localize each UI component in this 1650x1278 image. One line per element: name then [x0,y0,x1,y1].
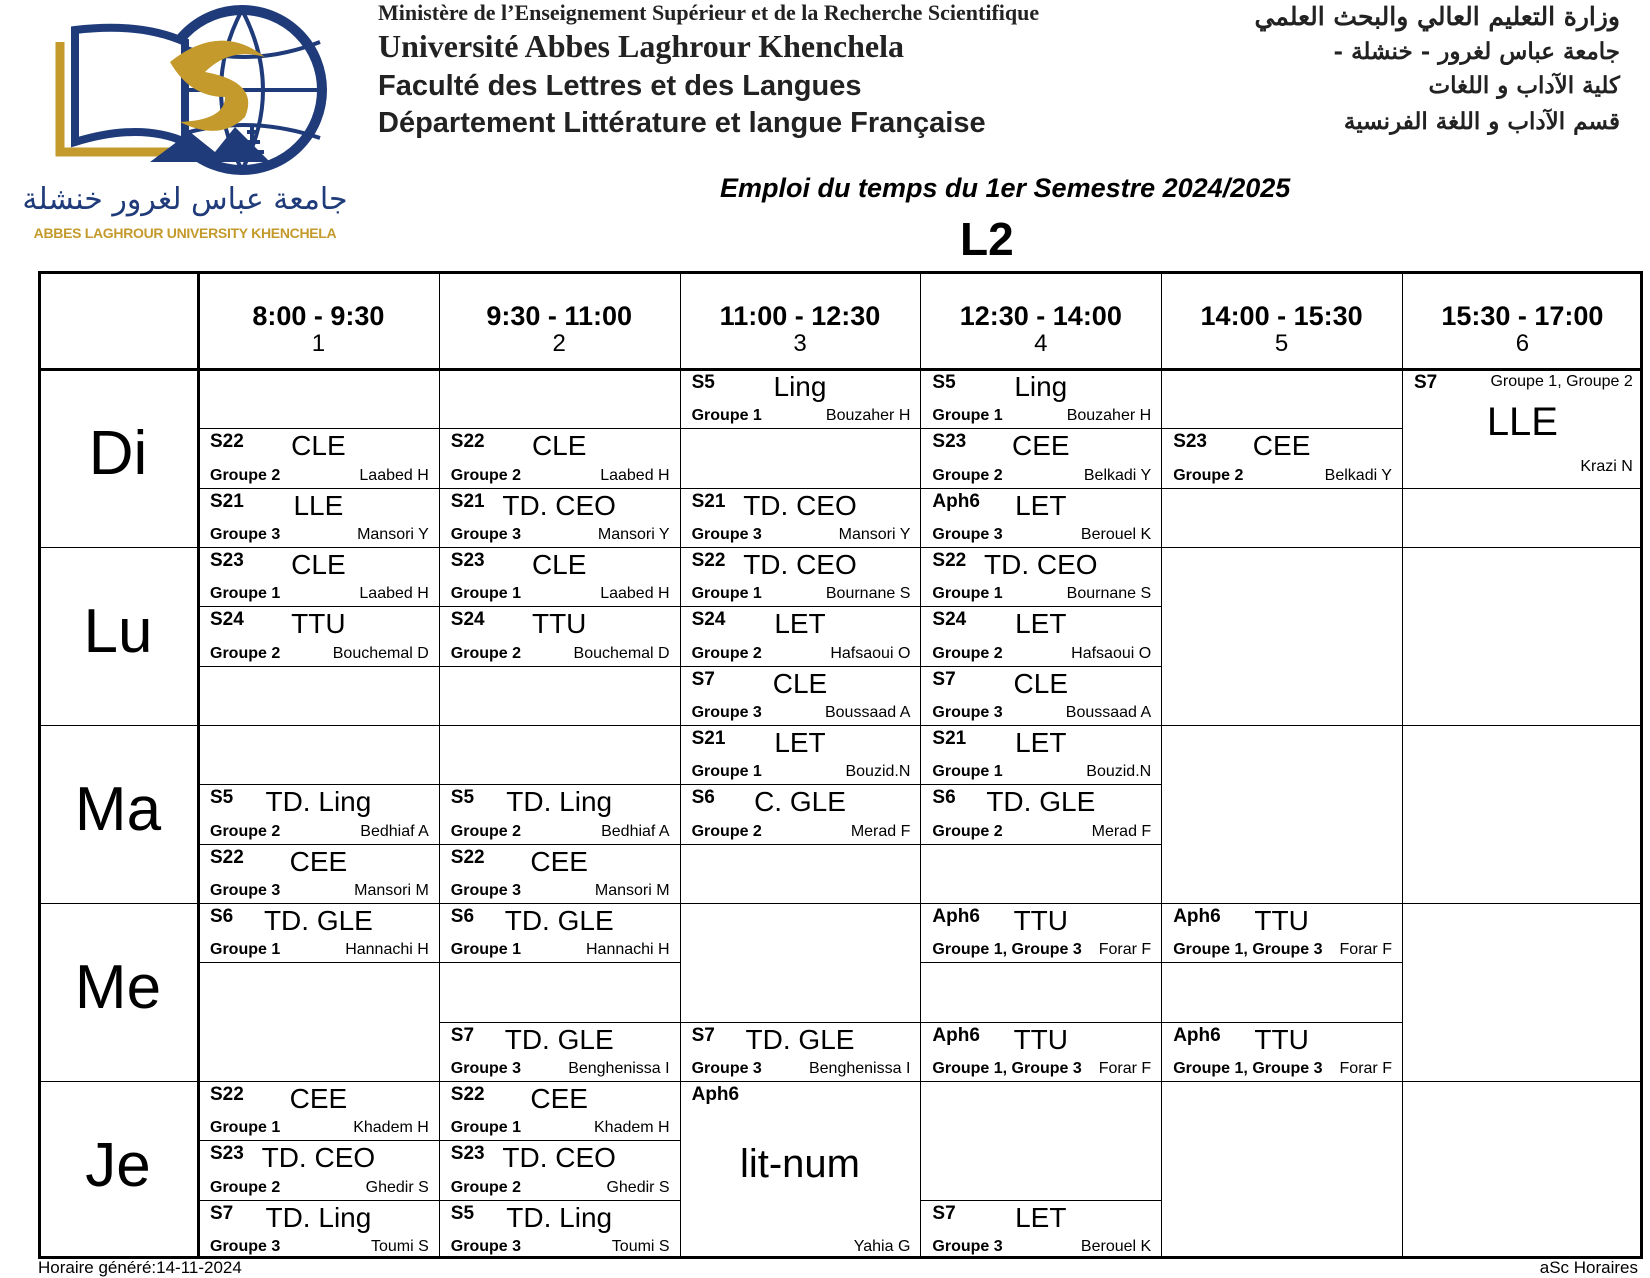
teacher-name: Mansori M [594,881,670,899]
slot-time: 9:30 - 11:00 [486,301,632,331]
group-name: Groupe 2 [691,644,762,662]
lesson-cell [680,369,921,428]
group-name: Groupe 1 [932,407,1003,425]
teacher-name: Belkadi Y [1083,466,1152,484]
group-name: Groupe 2 [210,644,281,662]
room-code: S7 [932,1202,956,1224]
room-code: S23 [210,1143,244,1165]
slot-number: 2 [552,330,566,357]
slot-header [1161,301,1402,357]
room-code: Aph6 [932,906,980,927]
group-name: Groupe 3 [450,1237,522,1255]
lesson-cell [920,488,1161,547]
day-label: Lu [83,597,153,666]
teacher-name: Bournane S [1066,585,1152,603]
lesson-cell [1402,369,1643,488]
group-name: Groupe 3 [691,525,762,543]
teacher-name: Mansori Y [597,525,670,543]
teacher-name: Bouzaher H [1066,407,1152,425]
room-code: S22 [691,550,726,571]
subject-name: CEE [289,845,348,877]
subject-name: Ling [773,371,827,402]
lesson-row-line [198,962,439,963]
room-code: S7 [1414,372,1438,393]
teacher-name: Bouzaher H [825,407,911,425]
teacher-name: Berouel K [1080,525,1152,543]
group-name: Groupe 2 [932,822,1003,840]
teacher-name: Hafsaoui O [830,644,911,662]
subject-name: LET [1015,608,1067,640]
teacher-name: Laabed H [600,466,670,484]
group-name: Groupe 3 [210,1237,281,1255]
room-code: S24 [210,609,244,631]
teacher-name: Bouzid.N [845,763,911,781]
class-name: L2 [960,213,1014,265]
teacher-name: Toumi S [371,1237,429,1255]
software-credit: aSc Horaires [1539,1258,1638,1277]
lesson-row-line [920,844,1161,845]
lesson-row-line [680,428,921,429]
slot-number: 5 [1274,330,1289,357]
lesson-cell [198,606,439,665]
subject-name: CLE [291,430,346,462]
group-name: Groupe 2 [450,644,522,662]
lesson-cell [439,547,680,606]
subject-name: TD. GLE [504,905,614,936]
teacher-name: Forar F [1098,1059,1152,1077]
room-code: S6 [450,906,475,927]
slot-time: 11:00 - 12:30 [719,301,881,331]
page-title: Emploi du temps du 1er Semestre 2024/2025 [720,173,1291,203]
university-fr: Université Abbes Laghrour Khenchela [378,28,904,64]
subject-name: TD. GLE [986,786,1096,818]
subject-name: lit-num [739,1142,860,1186]
lesson-cell [920,606,1161,665]
room-code: Aph6 [932,1024,980,1046]
slot-time: 15:30 - 17:00 [1441,301,1604,331]
teacher-name: Hannachi H [345,941,429,959]
room-code: S7 [691,1024,715,1046]
lesson-cell [439,1200,680,1259]
lesson-cell [680,547,921,606]
teacher-name: Bedhiaf A [601,822,670,840]
faculty-fr: Faculté des Lettres et des Langues [378,70,862,102]
group-name: Groupe 1, Groupe 3 [932,1059,1082,1077]
subject-name: LET [774,608,826,640]
group-name: Groupe 1 [691,763,762,781]
lesson-cell [680,784,921,843]
teacher-name: Laabed H [359,466,429,484]
ministry-ar: وزارة التعليم العالي والبحث العلمي [1254,2,1620,31]
room-code: S24 [450,609,485,631]
lesson-cell [439,844,680,903]
room-code: S5 [450,1202,475,1224]
group-name: Groupe 1 [932,763,1003,781]
subject-name: TD. CEO [743,489,857,521]
lesson-row-line [439,962,680,963]
teacher-name: Merad F [1091,822,1152,840]
group-name: Groupe 3 [210,881,281,899]
group-name: Groupe 1, Groupe 3 [1173,1059,1323,1077]
group-name: Groupe 2 [450,466,522,484]
group-name: Groupe 3 [932,1237,1003,1255]
day-label: Di [88,419,148,488]
teacher-name: Bouchemal D [573,644,670,662]
slot-number: 6 [1515,330,1530,357]
group-name: Groupe 1 [450,941,522,959]
slot-time: 14:00 - 15:30 [1200,301,1363,331]
subject-name: LET [1015,489,1067,521]
slot-time: 8:00 - 9:30 [252,301,385,331]
lesson-row-line [1161,488,1402,489]
room-code: S6 [210,906,234,927]
subject-name: CEE [1012,430,1070,462]
lesson-row-line [1161,962,1402,963]
subject-name: CEE [530,1083,588,1114]
subject-name: TD. CEO [984,549,1098,580]
group-name: Groupe 1, Groupe 3 [932,941,1082,959]
room-code: S22 [210,1084,244,1105]
room-code: S6 [691,787,715,809]
day-label: Je [85,1131,151,1200]
subject-name: TD. Ling [265,786,372,818]
teacher-name: Bedhiaf A [360,822,429,840]
group-name: Groupe 3 [450,1059,522,1077]
teacher-name: Boussaad A [824,703,911,721]
lesson-cell [439,784,680,843]
room-code: S23 [450,550,485,571]
subject-name: TD. CEO [502,1142,616,1174]
subject-name: C. GLE [754,786,846,818]
lesson-cell [920,903,1161,962]
subject-name: TD. GLE [745,1023,855,1055]
teacher-name: Bournane S [825,585,911,603]
teacher-name: Benghenissa I [568,1059,670,1077]
lesson-cell [1161,1022,1402,1081]
lesson-cell [198,547,439,606]
slot-header [198,301,439,357]
lesson-cell [920,1200,1161,1259]
group-name: Groupe 1 [932,585,1003,603]
subject-name: LET [1015,727,1067,758]
teacher-name: Mansori Y [838,525,911,543]
room-code: S22 [450,1084,485,1105]
room-code: S21 [932,728,967,749]
teacher-name: Bouchemal D [332,644,429,662]
group-name: Groupe 3 [932,703,1003,721]
lesson-row-line [198,666,439,667]
teacher-name: Yahia G [853,1238,911,1255]
subject-name: TTU [1013,1023,1068,1055]
slot-number: 4 [1034,330,1048,357]
lesson-row-line [439,666,680,667]
room-code: S5 [932,372,956,393]
room-code: S7 [210,1202,234,1224]
subject-name: LET [1015,1201,1067,1233]
day-label: Me [74,953,162,1022]
teacher-name: Ghedir S [606,1178,670,1196]
room-code: S22 [450,846,485,868]
group-name: Groupe 1 [450,585,522,603]
room-code: S22 [932,550,967,571]
lesson-cell [198,488,439,547]
room-code: S6 [932,787,956,809]
room-code: S22 [210,846,244,868]
room-code: S5 [450,787,475,809]
subject-name: TD. Ling [506,1201,613,1233]
subject-name: LET [774,727,826,758]
group-name: Groupe 1 [691,407,762,425]
subject-name: CLE [772,667,828,699]
subject-name: TD. CEO [502,489,616,521]
teacher-name: Boussaad A [1065,703,1152,721]
lesson-cell [680,606,921,665]
subject-name: TD. CEO [261,1142,376,1174]
group-name: Groupe 2 [210,466,281,484]
lesson-cell [439,488,680,547]
lesson-cell [439,1081,680,1140]
room-code: S5 [691,372,715,393]
group-name: Groupe 1 [691,585,762,603]
teacher-name: Laabed H [600,585,670,603]
subject-name: CLE [291,549,346,580]
teacher-name: Hafsaoui O [1071,644,1152,662]
room-code: S7 [450,1024,475,1046]
subject-name: CEE [530,845,588,877]
subject-name: TD. Ling [265,1201,372,1233]
room-code: Aph6 [691,1084,740,1105]
lesson-cell [198,1140,439,1199]
slot-number: 3 [793,330,807,357]
department-ar: قسم الآداب و اللغة الفرنسية [1343,108,1620,135]
subject-name: LLE [293,489,344,521]
teacher-name: Toumi S [611,1237,670,1255]
lesson-cell [198,1200,439,1259]
group-name: Groupe 1 [210,941,281,959]
subject-name: TTU [1254,1023,1309,1055]
group-name: Groupe 3 [450,881,522,899]
teacher-name: Krazi N [1580,457,1633,475]
room-code: Aph6 [932,490,980,512]
room-code: S23 [450,1143,485,1165]
university-ar: جامعة عباس لغرور - خنشلة - [1333,38,1620,65]
lesson-cell [920,725,1161,784]
teacher-name: Hannachi H [585,941,670,959]
lesson-row-line [680,844,921,845]
logo-arabic-name: جامعة عباس لغرور خنشلة [22,182,348,217]
lesson-cell [1161,428,1402,487]
room-code: S7 [691,668,715,690]
room-code: S23 [932,431,967,453]
subject-name: TTU [291,608,346,640]
subject-name: TD. GLE [263,905,373,936]
generated-date: Horaire généré:14-11-2024 [38,1258,242,1277]
slot-time: 12:30 - 14:00 [959,301,1122,331]
lesson-cell [439,1140,680,1199]
lesson-cell [920,1022,1161,1081]
subject-name: CEE [289,1083,348,1114]
group-name: Groupe 2 [210,822,281,840]
subject-name: TTU [1013,905,1068,936]
lesson-cell [198,1081,439,1140]
lesson-cell [680,725,921,784]
logo-emblem-icon [20,2,350,182]
lesson-cell [680,666,921,725]
teacher-name: Berouel K [1080,1237,1152,1255]
group-name: Groupe 2 [210,1178,281,1196]
teacher-name: Mansori Y [357,525,429,543]
group-name: Groupe 2 [450,822,522,840]
lesson-cell [680,488,921,547]
group-name: Groupe 1, Groupe 3 [1173,941,1323,959]
slot-header [439,301,680,357]
subject-name: LLE [1486,400,1558,445]
timetable-grid [38,271,1643,1259]
day-label: Ma [74,775,162,844]
room-code: S21 [691,728,726,749]
lesson-cell [920,666,1161,725]
room-code: S7 [932,668,956,690]
group-name: Groupe 3 [932,525,1003,543]
group-name: Groupe 2 [450,1178,522,1196]
lesson-cell [198,428,439,487]
group-name: Groupe 3 [691,1059,762,1077]
teacher-name: Benghenissa I [808,1059,911,1077]
group-name: Groupe 3 [691,703,762,721]
subject-name: TD. GLE [504,1023,614,1055]
subject-name: CLE [1013,667,1069,699]
teacher-name: Khadem H [594,1119,670,1137]
room-code: S23 [1173,431,1207,453]
teacher-name: Laabed H [359,585,429,603]
faculty-ar: كلية الآداب و اللغات [1428,72,1620,99]
teacher-name: Forar F [1098,941,1152,959]
room-code: S23 [210,550,244,571]
lesson-cell [1161,903,1402,962]
subject-name: TTU [1254,905,1309,936]
lesson-row-line [1402,488,1643,489]
lesson-cell [439,428,680,487]
group-name: Groupe 1 [210,585,281,603]
lesson-cell [920,428,1161,487]
lesson-cell [920,547,1161,606]
room-code: S22 [450,431,485,453]
teacher-name: Ghedir S [365,1178,429,1196]
logo-english-name: ABBES LAGHROUR UNIVERSITY KHENCHELA [33,225,337,241]
department-fr: Département Littérature et langue Française [378,107,986,139]
room-code: Aph6 [1173,906,1221,927]
teacher-name: Khadem H [353,1119,429,1137]
subject-name: CLE [531,430,587,462]
group-name: Groupe 3 [210,525,281,543]
lesson-cell [680,1022,921,1081]
room-code: S22 [210,431,244,453]
room-code: S21 [450,490,485,512]
group-name: Groupe 2 [691,822,762,840]
slot-header [1402,301,1643,357]
subject-name: TD. CEO [743,549,857,580]
room-code: S5 [210,787,234,809]
group-name: Groupe 3 [450,525,522,543]
room-code: Aph6 [1173,1024,1221,1046]
group-name: Groupe 1, Groupe 2 [1490,373,1633,390]
group-name: Groupe 2 [1173,466,1244,484]
lesson-row-line [920,962,1161,963]
lesson-cell [198,903,439,962]
lesson-cell [198,784,439,843]
lesson-cell [920,784,1161,843]
lesson-cell [680,1081,921,1259]
group-name: Groupe 1 [450,1119,522,1137]
room-code: S21 [210,490,244,512]
lesson-cell [439,903,680,962]
room-code: S24 [691,609,726,631]
room-code: S21 [691,490,726,512]
lesson-cell [439,606,680,665]
slot-column-line [1161,271,1162,1259]
slot-number: 1 [311,330,326,357]
teacher-name: Belkadi Y [1324,466,1392,484]
subject-name: TTU [531,608,587,640]
subject-name: CLE [531,549,587,580]
teacher-name: Mansori M [354,881,429,899]
subject-name: Ling [1014,371,1068,402]
subject-name: TD. Ling [506,786,613,818]
teacher-name: Forar F [1339,941,1392,959]
lesson-cell [439,1022,680,1081]
university-logo [20,2,350,252]
lesson-cell [198,844,439,903]
ministry-fr: Ministère de l’Enseignement Supérieur et de la Recherche Scientifique [378,0,1040,25]
group-name: Groupe 2 [932,466,1003,484]
slot-header [920,301,1161,357]
room-code: S24 [932,609,967,631]
group-name: Groupe 1 [210,1119,281,1137]
subject-name: CEE [1252,430,1311,462]
teacher-name: Forar F [1339,1059,1392,1077]
lesson-cell [920,369,1161,428]
teacher-name: Merad F [850,822,911,840]
teacher-name: Bouzid.N [1086,763,1152,781]
slot-header [680,301,921,357]
group-name: Groupe 2 [932,644,1003,662]
